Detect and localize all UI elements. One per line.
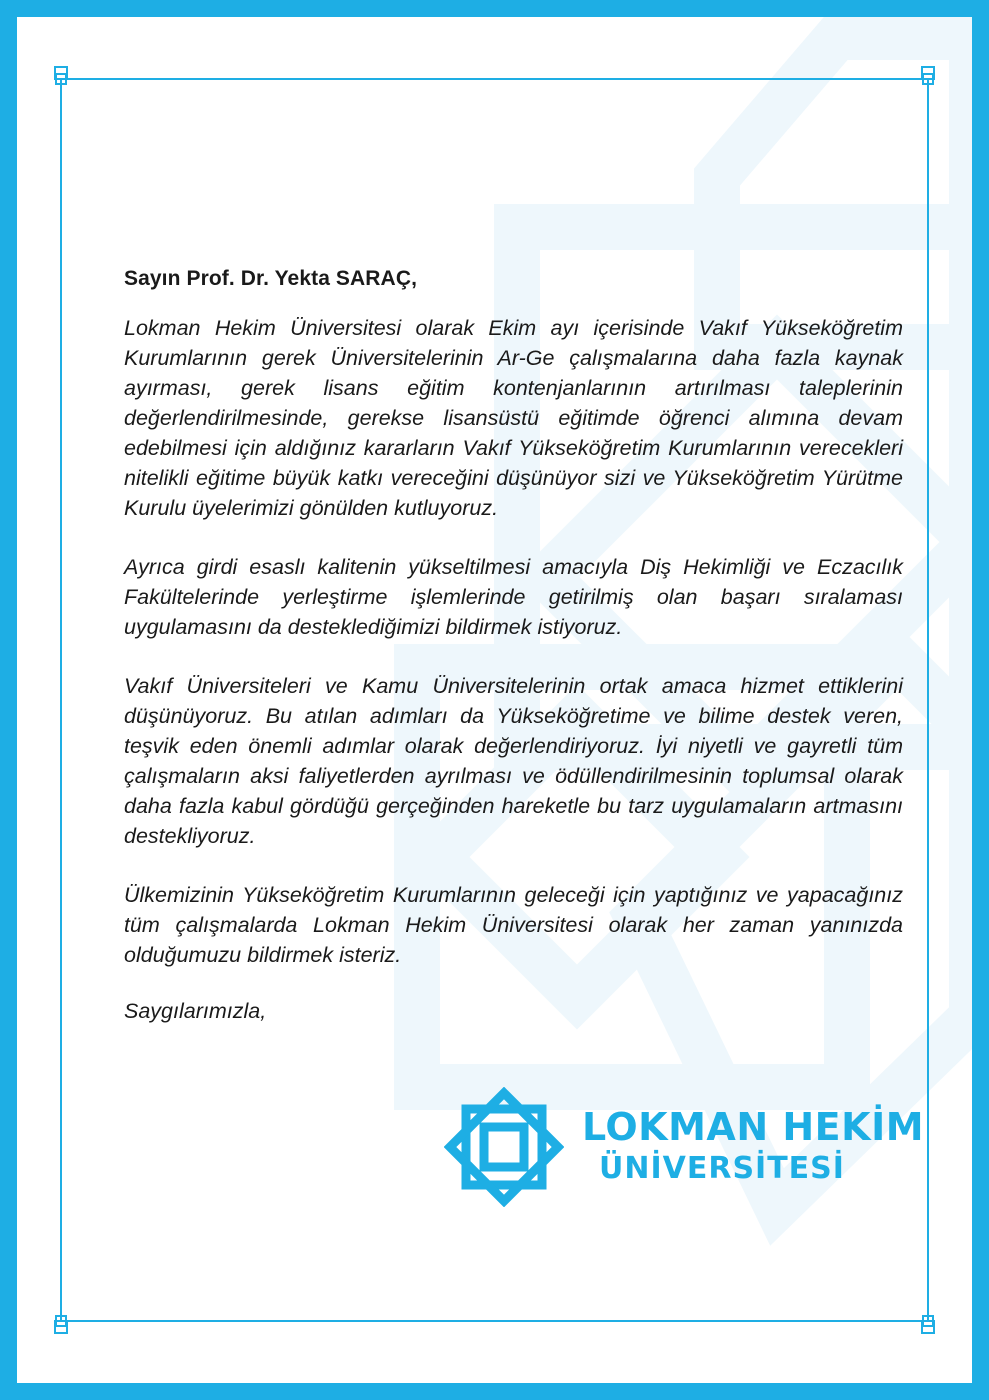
lokman-hekim-emblem-icon	[444, 1087, 564, 1207]
paragraph-1: Lokman Hekim Üniversitesi olarak Ekim ayı içerisinde Vakıf Yükseköğretim Kurumlarının gerek Üniversitelerinin Ar-Ge çalışmalarına daha fazla kaynak ayırması, gerek lisans eğitim kontenjanlarının artırılması taleplerinin değerlendirilmesinde, gerekse lisansüstü eğitimde öğrenci alımına devam edebilmesi için aldığınız kararların Vakıf Yükseköğretim Kurumlarının verecekleri nitelikli eğitime büyük katkı vereceğini düşünüyor sizi ve Yükseköğretim Yürütme Kurulu üyelerimizi gönülden kutluyoruz.	[124, 316, 903, 520]
logo-title: LOKMAN HEKİM	[582, 1105, 925, 1149]
closing: Saygılarımızla,	[124, 999, 267, 1023]
paragraph-4: Ülkemizinin Yükseköğretim Kurumlarının geleceği için yaptığınız ve yapacağınız tüm çalışmalarda Lokman Hekim Üniversitesi olarak her zaman yanınızda olduğumuzu bildirmek isteriz.	[124, 883, 903, 967]
university-logo	[444, 1087, 925, 1207]
paragraph-3: Vakıf Üniversiteleri ve Kamu Üniversitelerinin ortak amaca hizmet ettiklerini düşünüyoruz. Bu atılan adımları da Yükseköğretime ve bilime destek veren, teşvik eden önemli adımlar olarak değerlendiriyoruz. İyi niyetli ve gayretli tüm çalışmaların aksi faliyetlerden ayrılması ve ödüllendirilmesinin toplumsal olarak daha fazla kabul gördüğü gerçeğinden hareketle bu tarz uygulamaların artmasını destekliyoruz.	[124, 674, 903, 848]
letter-body	[124, 267, 903, 1024]
logo-subtitle: ÜNİVERSİTESİ	[599, 1151, 845, 1186]
salutation: Sayın Prof. Dr. Yekta SARAÇ,	[124, 267, 418, 290]
paragraph-2: Ayrıca girdi esaslı kalitenin yükseltilmesi amacıyla Diş Hekimliği ve Eczacılık Fakültelerinde yerleştirme işlemlerinde getirilmiş olan başarı sıralaması uygulamasını da desteklediğimizi bildirmek istiyoruz.	[124, 555, 903, 639]
